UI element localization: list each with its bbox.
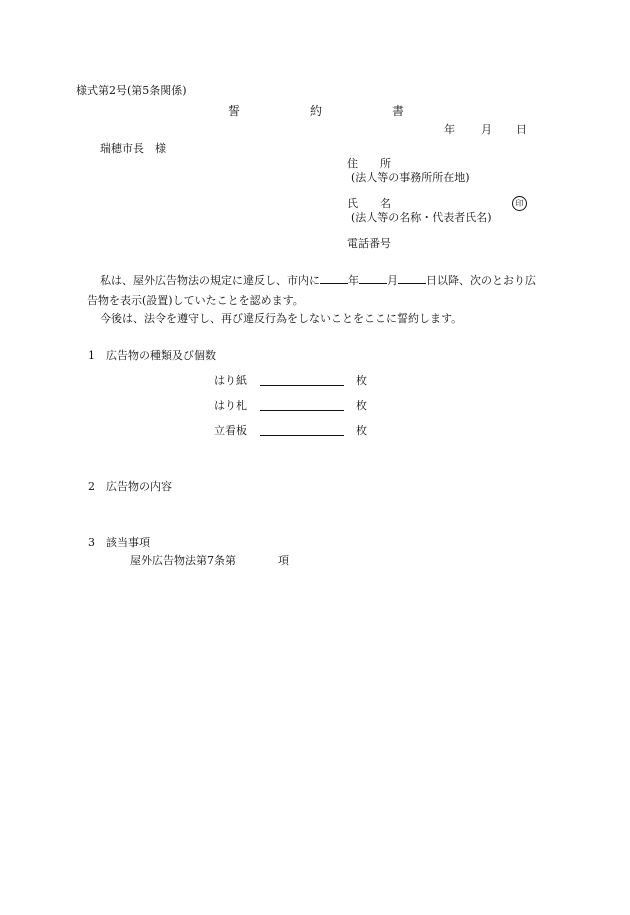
seal-mark-icon (512, 196, 527, 211)
title-char: 約 (310, 104, 323, 118)
title-char: 書 (392, 104, 405, 118)
date-month: 月 (481, 123, 492, 136)
ad-type-label: はり紙 (214, 374, 247, 387)
ad-type-unit: 枚 (356, 399, 367, 412)
ad-type-label: 立看板 (214, 424, 247, 437)
phone-label: 電話番号 (347, 237, 391, 250)
applicable-law-item: 項 (278, 554, 289, 567)
statement-line-1 (100, 275, 536, 286)
ad-type-label: はり札 (214, 399, 247, 412)
date-day: 日 (516, 123, 527, 136)
date-year: 年 (444, 123, 455, 136)
statement-text-b: 日以降、次のとおり広 (426, 274, 536, 287)
count-blank (260, 435, 344, 436)
month-blank (359, 283, 387, 284)
name-label: 氏 名 (347, 197, 391, 210)
form-number: 様式第2号(第5条関係) (76, 84, 187, 97)
seal-mark-text: 印 (512, 196, 527, 211)
statement-text-a: 私は、屋外広告物法の規定に違反し、市内に (100, 274, 320, 287)
statement-line-2: 告物を表示(設置)していたことを認めます。 (87, 294, 304, 307)
section-heading-content: 2 広告物の内容 (88, 480, 172, 493)
statement-line-3: 今後は、法令を遵守し、再び違反行為をしないことをここに誓約します。 (100, 312, 463, 325)
applicable-law-text: 屋外広告物法第7条第 (130, 554, 236, 567)
address-note: (法人等の事務所所在地) (351, 171, 470, 184)
statement-year: 年 (348, 274, 359, 287)
name-note: (法人等の名称・代表者氏名) (351, 211, 492, 224)
statement-month: 月 (387, 274, 398, 287)
year-blank (320, 283, 348, 284)
count-blank (260, 410, 344, 411)
address-label: 住 所 (347, 157, 391, 170)
day-blank (398, 283, 426, 284)
title-char: 誓 (228, 104, 241, 118)
count-blank (260, 385, 344, 386)
addressee: 瑞穂市長 様 (100, 142, 166, 155)
section-heading: 1 広告物の種類及び個数 (88, 349, 216, 362)
ad-type-unit: 枚 (356, 424, 367, 437)
ad-type-unit: 枚 (356, 374, 367, 387)
section-heading-applicable: 3 該当事項 (88, 536, 150, 549)
